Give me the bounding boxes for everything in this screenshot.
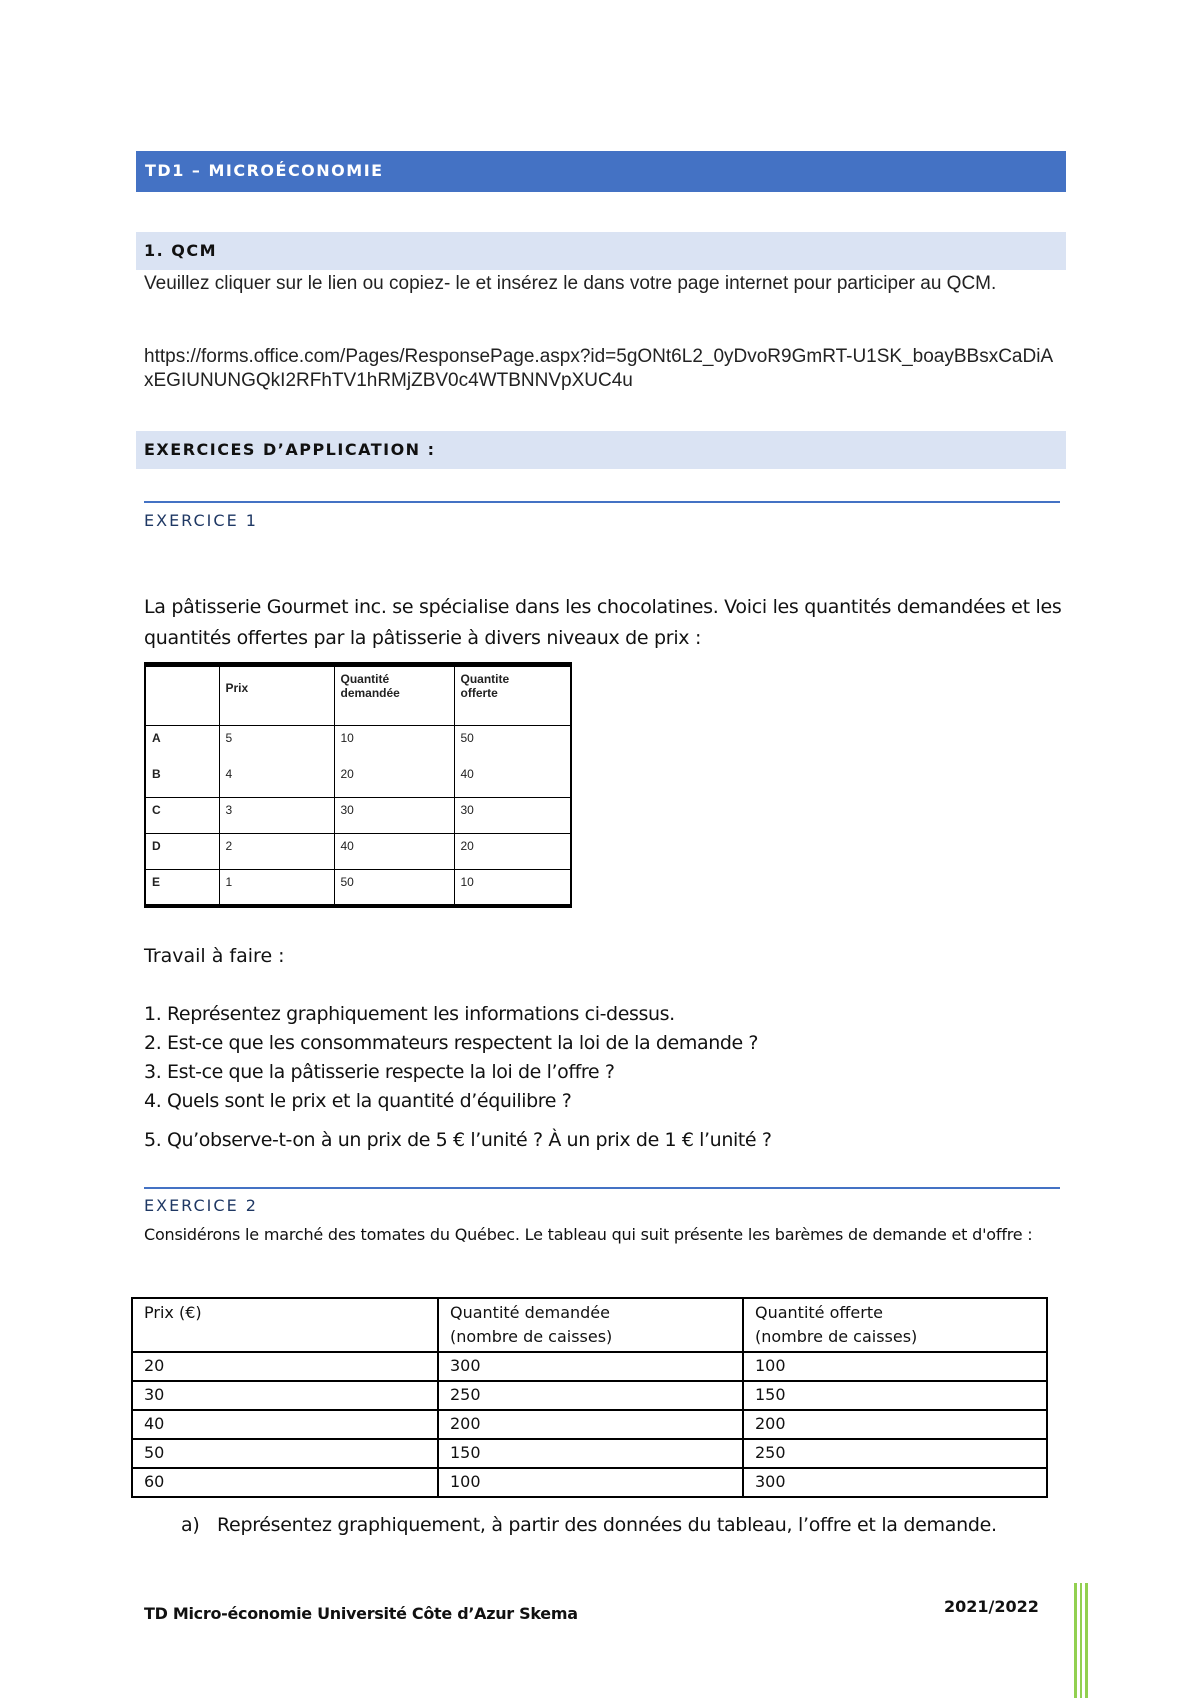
table-cell: 200: [438, 1410, 743, 1439]
table-cell: 20: [454, 834, 571, 870]
table-header-cell: Quantité demandée (nombre de caisses): [438, 1298, 743, 1352]
qcm-heading: 1. QCM: [136, 232, 1066, 270]
table-header-cell: Quantité demandée: [334, 665, 454, 726]
applications-heading: EXERCICES D’APPLICATION :: [136, 431, 1066, 469]
table-cell: 50: [334, 870, 454, 906]
table-header-cell: Prix (€): [132, 1298, 438, 1352]
table-cell: 50: [132, 1439, 438, 1468]
table-cell: 4: [219, 762, 334, 798]
footer-year: 2021/2022: [944, 1597, 1039, 1616]
table-row: [145, 726, 571, 762]
table-cell: E: [145, 870, 219, 906]
table-row: [132, 1381, 1047, 1410]
question-item: 5. Qu’observe-t-on à un prix de 5 € l’unité ? À un prix de 1 € l’unité ?: [144, 1129, 772, 1151]
table-cell: 20: [334, 762, 454, 798]
exercice1-rule: [144, 501, 1060, 503]
table-header-row: [132, 1298, 1047, 1352]
decor-line: [1085, 1583, 1088, 1698]
table-cell: 3: [219, 798, 334, 834]
table-cell: 10: [334, 726, 454, 762]
qcm-instructions: Veuillez cliquer sur le lien ou copiez- le et insérez le dans votre page internet pour participer au QCM.: [144, 273, 997, 294]
table-header-cell: Quantité offerte (nombre de caisses): [743, 1298, 1047, 1352]
table-cell: 100: [743, 1352, 1047, 1381]
decor-line: [1080, 1583, 1082, 1698]
table-cell: 200: [743, 1410, 1047, 1439]
qcm-link[interactable]: https://forms.office.com/Pages/ResponsePage.aspx?id=5gONt6L2_0yDvoR9GmRT-U1SK_boayBBsxCaDiAxEGIUNUNGQkI2RFhTV1hRMjZBV0c4WTBNNVpXUC4u: [144, 346, 1054, 391]
decor-line: [1074, 1583, 1077, 1698]
table-cell: 40: [334, 834, 454, 870]
exercice2-title: EXERCICE 2: [144, 1196, 258, 1215]
table-header-cell: Prix: [219, 665, 334, 726]
table-cell: A: [145, 726, 219, 762]
table-header-cell: Quantite offerte: [454, 665, 571, 726]
table-row: [132, 1439, 1047, 1468]
table-row: [145, 798, 571, 834]
table-cell: 150: [743, 1381, 1047, 1410]
table-cell: 50: [454, 726, 571, 762]
table-row: [145, 834, 571, 870]
footer-course-name: TD Micro-économie Université Côte d’Azur Skema: [144, 1604, 578, 1623]
table-row: [132, 1410, 1047, 1439]
document-title-bar: TD1 – MICROÉCONOMIE: [136, 151, 1066, 192]
table-cell: 40: [454, 762, 571, 798]
table-cell: 250: [438, 1381, 743, 1410]
table-cell: 300: [743, 1468, 1047, 1497]
table-cell: 5: [219, 726, 334, 762]
table-row: [132, 1468, 1047, 1497]
table-header-row: [145, 665, 571, 726]
task-text: Représentez graphiquement, à partir des données du tableau, l’offre et la demande.: [217, 1514, 997, 1536]
table-cell: 2: [219, 834, 334, 870]
table-cell: 150: [438, 1439, 743, 1468]
exercice1-intro: La pâtisserie Gourmet inc. se spécialise dans les chocolatines. Voici les quantités demandées et les quantités offertes par la pâtisserie à divers niveaux de prix :: [144, 596, 1062, 649]
question-item: 4. Quels sont le prix et la quantité d’équilibre ?: [144, 1090, 572, 1112]
question-item: 1. Représentez graphiquement les informations ci-dessus.: [144, 1003, 675, 1025]
table-cell: 20: [132, 1352, 438, 1381]
table-cell: 30: [132, 1381, 438, 1410]
exercice1-title: EXERCICE 1: [144, 511, 258, 530]
footer-decoration: [1074, 1583, 1090, 1698]
table-cell: 250: [743, 1439, 1047, 1468]
question-list: [144, 1000, 772, 1155]
exercice2-intro: Considérons le marché des tomates du Québec. Le tableau qui suit présente les barèmes de demande et d'offre :: [144, 1225, 1033, 1244]
question-item: 2. Est-ce que les consommateurs respectent la loi de la demande ?: [144, 1032, 759, 1054]
exercice1-table: [144, 662, 572, 908]
table-header-cell: [145, 665, 219, 726]
table-row: [145, 870, 571, 906]
table-cell: 30: [454, 798, 571, 834]
table-cell: D: [145, 834, 219, 870]
table-cell: 30: [334, 798, 454, 834]
question-item: 3. Est-ce que la pâtisserie respecte la loi de l’offre ?: [144, 1061, 615, 1083]
table-cell: B: [145, 762, 219, 798]
task-label: a): [181, 1514, 200, 1536]
table-cell: 1: [219, 870, 334, 906]
work-title: Travail à faire :: [144, 945, 285, 967]
table-row: [132, 1352, 1047, 1381]
table-row: [145, 762, 571, 798]
exercice2-rule: [144, 1187, 1060, 1189]
exercice2-task: [181, 1514, 997, 1536]
table-cell: 300: [438, 1352, 743, 1381]
table-cell: 60: [132, 1468, 438, 1497]
exercice2-table: [131, 1297, 1048, 1498]
table-cell: 10: [454, 870, 571, 906]
table-cell: C: [145, 798, 219, 834]
table-cell: 100: [438, 1468, 743, 1497]
table-cell: 40: [132, 1410, 438, 1439]
